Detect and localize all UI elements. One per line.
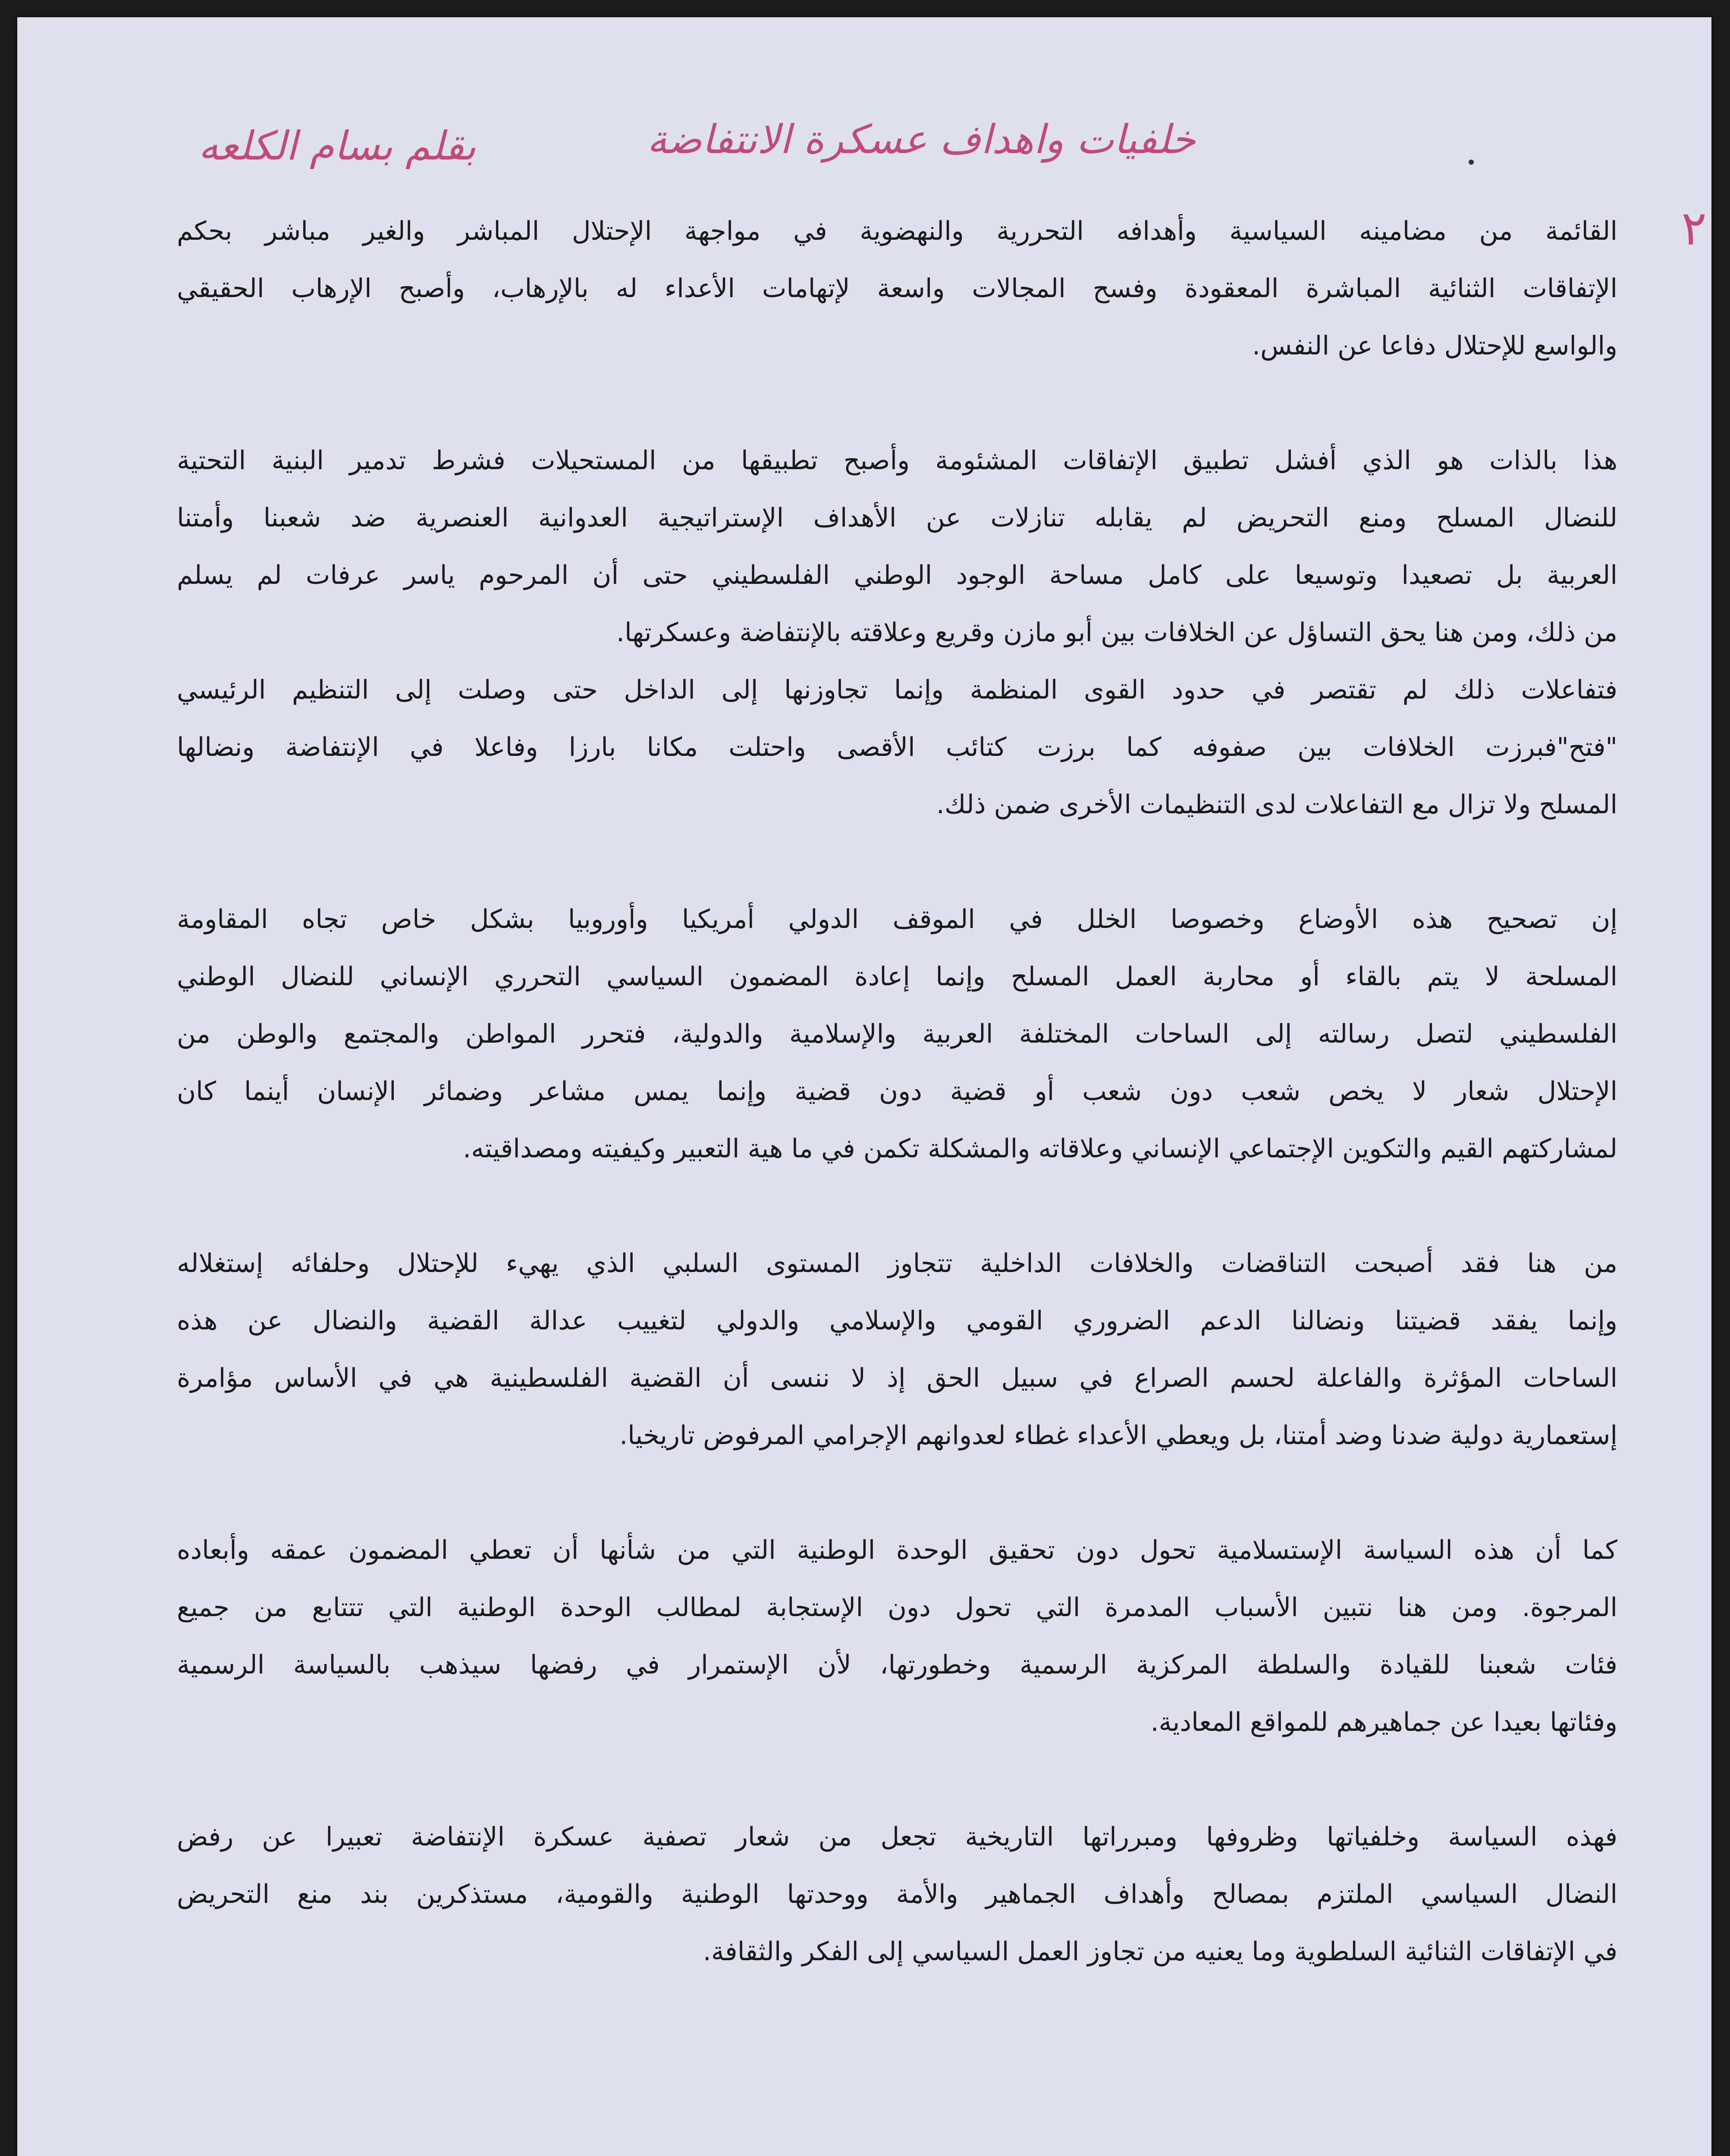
text-line: هذا بالذات هو الذي أفشل تطبيق الإتفاقات المشئومة وأصبح تطبيقها من المستحيلات فشرط تدمير البنية التحتية <box>177 445 1617 476</box>
article-body <box>177 203 1617 2038</box>
text-line: من هنا فقد أصبحت التناقضات والخلافات الداخلية تتجاوز المستوى السلبي الذي يهيء للإحتلال وحلفائه إستغلاله <box>177 1248 1617 1279</box>
paragraph <box>177 432 1617 661</box>
text-line: من ذلك، ومن هنا يحق التساؤل عن الخلافات بين أبو مازن وقريع وعلاقته بالإنتفاضة وعسكرتها. <box>616 617 1617 648</box>
text-line: لمشاركتهم القيم والتكوين الإجتماعي الإنساني وعلاقاته والمشكلة تكمن في ما هية التعبير وكيفيته ومصداقيته. <box>463 1134 1617 1164</box>
paragraph <box>177 203 1617 375</box>
text-line: المرجوة. ومن هنا نتبين الأسباب المدمرة التي تحول دون الإستجابة لمطالب الوحدة الوطنية التي تتتابع من جميع <box>177 1592 1617 1623</box>
text-line: إن تصحيح هذه الأوضاع وخصوصا الخلل في الموقف الدولي أمريكيا وأوروبيا بشكل خاص تجاه المقاومة <box>177 904 1617 934</box>
paragraph <box>177 891 1617 1178</box>
text-line: المسلح ولا تزال مع التفاعلات لدى التنظيمات الأخرى ضمن ذلك. <box>936 790 1617 820</box>
handwritten-author: بقلم بسام الكلعه <box>198 123 476 169</box>
ink-dot <box>1469 160 1474 165</box>
text-line: المسلحة لا يتم بالقاء أو محاربة العمل المسلح وإنما إعادة المضمون السياسي التحرري الإنساني للنضال الوطني <box>177 962 1617 992</box>
text-line: الإتفاقات الثنائية المباشرة المعقودة وفسح المجالات واسعة لإتهامات الأعداء له بالإرهاب، وأصبح الإرهاب الحقيقي <box>177 273 1617 304</box>
text-line: الإحتلال شعار لا يخص شعب دون شعب أو قضية دون قضية وإنما يمس مشاعر وضمائر الإنسان أينما كان <box>177 1076 1617 1106</box>
text-line: فهذه السياسة وخلفياتها وظروفها ومبرراتها التاريخية تجعل من شعار تصفية عسكرة الإنتفاضة تعبيرا عن رفض <box>177 1822 1617 1852</box>
text-line: الساحات المؤثرة والفاعلة لحسم الصراع في سبيل الحق إذ لا ننسى أن القضية الفلسطينية هي في الأساس مؤامرة <box>177 1363 1617 1393</box>
paragraph <box>177 1235 1617 1464</box>
page-number-mark: ٢ <box>1681 201 1707 256</box>
text-line: "فتح"فبرزت الخلافات بين صفوفه كما برزت كتائب الأقصى واحتلت مكانا بارزا وفاعلا في الإنتفاضة ونضالها <box>177 732 1617 762</box>
handwritten-title: خلفيات واهداف عسكرة الانتفاضة <box>647 116 1196 163</box>
text-line: والواسع للإحتلال دفاعا عن النفس. <box>1252 331 1617 361</box>
text-line: فتفاعلات ذلك لم تقتصر في حدود القوى المنظمة وإنما تجاوزنها إلى الداخل حتى وصلت إلى التنظيم الرئيسي <box>177 675 1617 705</box>
paper-sheet <box>17 17 1711 2156</box>
text-line: وإنما يفقد قضيتنا ونضالنا الدعم الضروري القومي والإسلامي والدولي لتغييب عدالة القضية والنضال عن هذه <box>177 1306 1617 1336</box>
text-line: في الإتفاقات الثنائية السلطوية وما يعنيه من تجاوز العمل السياسي إلى الفكر والثقافة. <box>703 1937 1617 1967</box>
paragraph <box>177 1808 1617 1981</box>
text-line: إستعمارية دولية ضدنا وضد أمتنا، بل ويعطي الأعداء غطاء لعدوانهم الإجرامي المرفوض تاريخيا. <box>619 1420 1617 1451</box>
text-line: القائمة من مضامينه السياسية وأهدافه التحررية والنهضوية في مواجهة الإحتلال المباشر والغير مباشر بحكم <box>177 216 1617 246</box>
text-line: وفئاتها بعيدا عن جماهيرهم للمواقع المعادية. <box>1150 1707 1617 1737</box>
paragraph <box>177 1522 1617 1751</box>
paragraph <box>177 661 1617 834</box>
text-line: فئات شعبنا للقيادة والسلطة المركزية الرسمية وخطورتها، لأن الإستمرار في رفضها سيذهب بالسياسة الرسمية <box>177 1650 1617 1680</box>
text-line: للنضال المسلح ومنع التحريض لم يقابله تنازلات عن الأهداف الإستراتيجية العدوانية العنصرية ضد شعبنا وأمتنا <box>177 503 1617 533</box>
text-line: كما أن هذه السياسة الإستسلامية تحول دون تحقيق الوحدة الوطنية التي من شأنها أن تعطي المضمون عمقه وأبعاده <box>177 1535 1617 1565</box>
text-line: العربية بل تصعيدا وتوسيعا على كامل مساحة الوجود الوطني الفلسطيني حتى أن المرحوم ياسر عرفات لم يسلم <box>177 560 1617 590</box>
text-line: النضال السياسي الملتزم بمصالح وأهداف الجماهير والأمة ووحدتها الوطنية والقومية، مستذكرين بند منع التحريض <box>177 1879 1617 1909</box>
text-line: الفلسطيني لتصل رسالته إلى الساحات المختلفة العربية والإسلامية والدولية، فتحرر المواطن والمجتمع والوطن من <box>177 1019 1617 1049</box>
